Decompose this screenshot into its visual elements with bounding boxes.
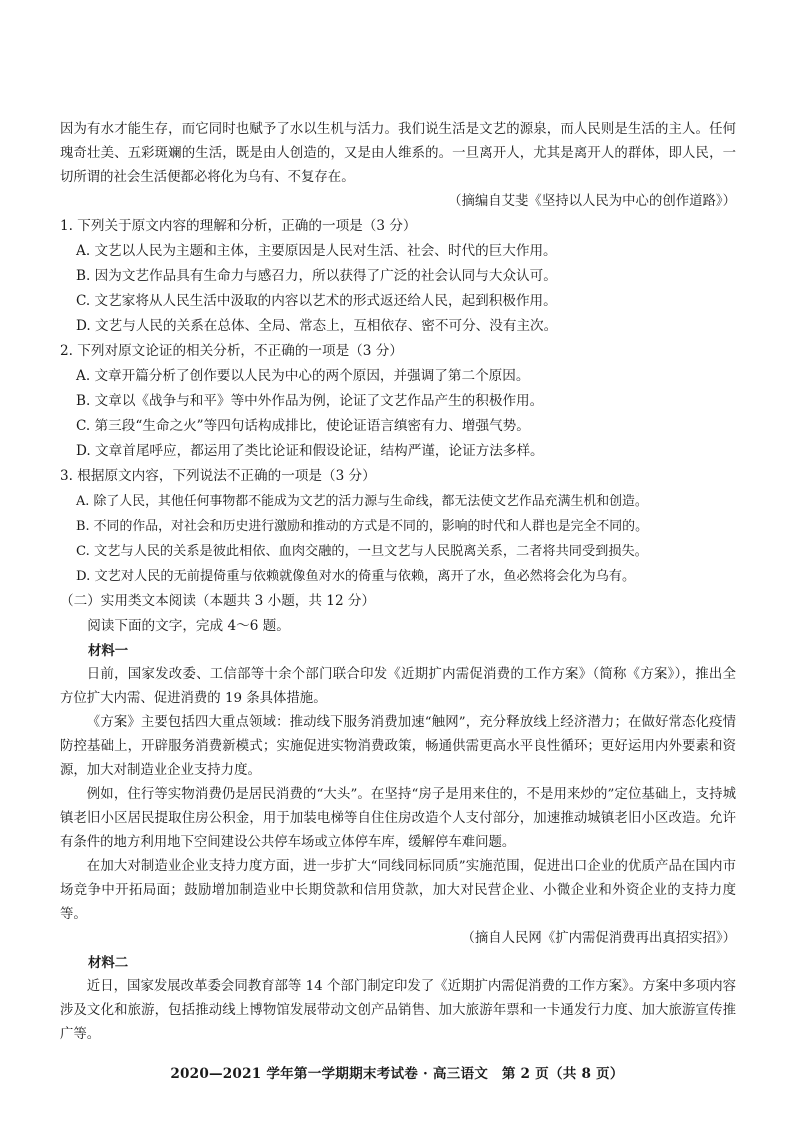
question-stem: 1. 下列关于原文内容的理解和分析，正确的一项是（3 分） <box>60 218 417 234</box>
question-1 <box>60 214 736 339</box>
passage-source: （摘编自艾斐《坚持以人民为中心的创作道路》） <box>448 194 736 209</box>
option-b: B. 文章以《战争与和平》等中外作品为例，论证了文艺作品产生的积极作用。 <box>76 393 544 409</box>
option-a: A. 文艺以人民为主题和主体，主要原因是人民对生活、社会、时代的巨大作用。 <box>76 243 557 259</box>
material-paragraph: 近日，国家发展改革委会同教育部等 14 个部门制定印发了《近期扩内需促消费的工作方案》。方案中多项内容涉及文化和旅游，包括推动线上博物馆发展带动文创产品销售、加大旅游年票和一卡通发行力度、加大旅游宣传推广等。 <box>60 979 736 1042</box>
option-c: C. 文艺与人民的关系是彼此相依、血肉交融的，一旦文艺与人民脱离关系，二者将共同受到损失。 <box>76 544 648 559</box>
option-d: D. 文章首尾呼应，都运用了类比论证和假设论证，结构严谨，论证方法多样。 <box>76 443 544 459</box>
material-paragraph: 在加大对制造业企业支持力度方面，进一步扩大“同线同标同质”实施范围，促进出口企业的优质产品在国内市场竞争中开拓局面；鼓励增加制造业中长期贷款和信用贷款，加大对民营企业、小微企业和外资企业的支持力度等。 <box>60 859 736 922</box>
material-source: （摘自人民网《扩内需促消费再出真招实招》） <box>461 931 736 946</box>
exam-page <box>60 118 736 1047</box>
option-c: C. 第三段“生命之火”等四句话构成排比，使论证语言缜密有力、增强气势。 <box>76 418 530 434</box>
option-a: A. 除了人民，其他任何事物都不能成为文艺的活力源与生命线，都无法使文艺作品充满生机和创造。 <box>76 494 648 509</box>
material-paragraph: 日前，国家发改委、工信部等十余个部门联合印发《近期扩内需促消费的工作方案》（简称《方案》），推出全方位扩大内需、促进消费的 19 条具体措施。 <box>60 667 736 706</box>
question-stem: 2. 下列对原文论证的相关分析，不正确的一项是（3 分） <box>60 343 403 359</box>
question-stem: 3. 根据原文内容，下列说法不正确的一项是（3 分） <box>60 468 376 484</box>
question-3 <box>60 464 736 589</box>
material-label: 材料二 <box>88 955 129 971</box>
option-a: A. 文章开篇分析了创作要以人民为中心的两个原因，并强调了第二个原因。 <box>76 368 530 384</box>
section-instruction: 阅读下面的文字，完成 4～6 题。 <box>87 618 290 634</box>
page-footer: 2020—2021 学年第一学期期末考试卷 · 高三语文 第 2 页（共 8 页） <box>170 1066 624 1082</box>
material-label: 材料一 <box>88 643 129 659</box>
material-paragraph: 例如，住行等实物消费仍是居民消费的“大头”。在坚持“房子是用来住的，不是用来炒的”定位基础上，支持城镇老旧小区居民提取住房公积金，用于加装电梯等自住住房改造个人支付部分，加速推动城镇老旧小区改造。允许有条件的地方利用地下空间建设公共停车场或立体停车库，缓解停车难问题。 <box>60 787 736 850</box>
section-heading: （二）实用类文本阅读（本题共 3 小题，共 12 分） <box>60 593 376 609</box>
option-c: C. 文艺家将从人民生活中汲取的内容以艺术的形式返还给人民，起到积极作用。 <box>76 293 557 309</box>
option-b: B. 不同的作品，对社会和历史进行激励和推动的方式是不同的，影响的时代和人群也是完全不同的。 <box>76 519 648 534</box>
option-d: D. 文艺对人民的无前提倚重与依赖就像鱼对水的倚重与依赖，离开了水，鱼必然将会化为乌有。 <box>76 569 636 584</box>
material-paragraph: 《方案》主要包括四大重点领域：推动线下服务消费加速“触网”，充分释放线上经济潜力；在做好常态化疫情防控基础上，开辟服务消费新模式；实施促进实物消费政策，畅通供需更高水平良性循环；更好运用内外要素和资源，加大对制造业企业支持力度。 <box>60 715 736 778</box>
question-2 <box>60 339 736 464</box>
option-d: D. 文艺与人民的关系在总体、全局、常态上，互相依存、密不可分、没有主次。 <box>76 318 558 334</box>
passage-paragraph: 因为有水才能生存，而它同时也赋予了水以生机与活力。我们说生活是文艺的源泉，而人民则是生活的主人。任何瑰奇壮美、五彩斑斓的生活，既是由人创造的，又是由人维系的。一旦离开人，尤其是离开人的群体，即人民，一切所谓的社会生活便都必将化为乌有、不复存在。 <box>60 122 736 185</box>
option-b: B. 因为文艺作品具有生命力与感召力，所以获得了广泛的社会认同与大众认可。 <box>76 268 557 284</box>
